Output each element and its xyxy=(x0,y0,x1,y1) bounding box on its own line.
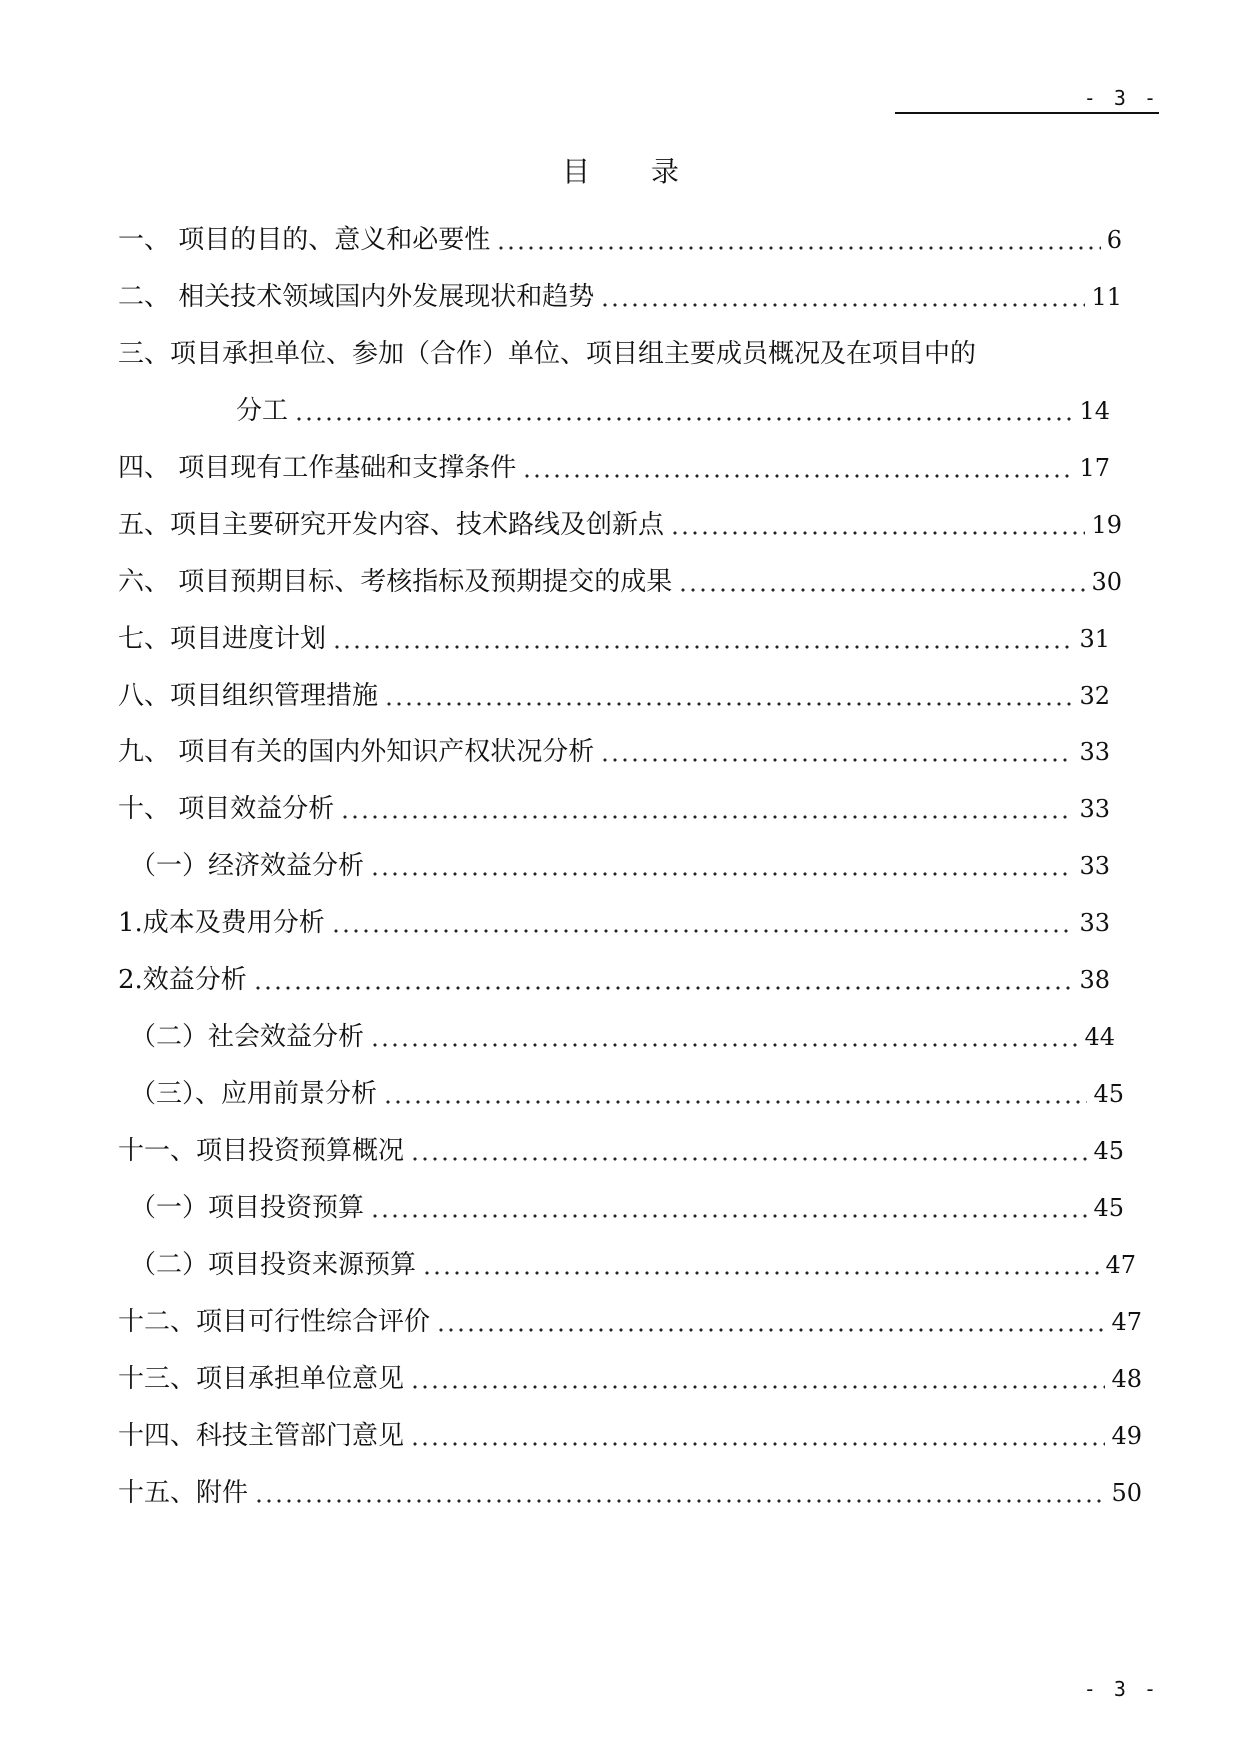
toc-entry[interactable] xyxy=(118,621,1110,657)
toc-entry-page: 33 xyxy=(1079,795,1110,823)
toc-entry-label: 2.效益分析 xyxy=(118,965,247,995)
toc-entry[interactable] xyxy=(118,791,1110,827)
toc-entry[interactable] xyxy=(118,222,1122,258)
toc-entry-label: （二）社会效益分析 xyxy=(130,1022,365,1052)
toc-entry[interactable] xyxy=(118,450,1110,486)
toc-leader-dots xyxy=(370,848,1073,884)
toc-leader-dots xyxy=(370,1190,1087,1226)
toc-entry-label: 分工 xyxy=(236,396,289,426)
toc-entry-label: 二、 相关技术领域国内外发展现状和趋势 xyxy=(118,282,595,312)
toc-entry[interactable] xyxy=(118,279,1122,315)
toc-entry[interactable] xyxy=(130,1019,1115,1055)
toc-entry-page: 45 xyxy=(1093,1080,1124,1108)
toc-leader-dots xyxy=(254,1475,1105,1511)
toc-entry[interactable] xyxy=(130,1076,1124,1112)
toc-entry-label: 十三、项目承担单位意见 xyxy=(118,1364,405,1394)
toc-entry-label: 七、项目进度计划 xyxy=(118,624,327,654)
toc-leader-dots xyxy=(496,222,1100,258)
toc-leader-dots xyxy=(384,678,1073,714)
toc-leader-dots xyxy=(370,1019,1078,1055)
toc-leader-dots xyxy=(600,734,1073,770)
toc-entry-label: （一）经济效益分析 xyxy=(130,851,365,881)
toc-entry-page: 11 xyxy=(1091,283,1122,311)
toc-leader-dots xyxy=(522,450,1073,486)
toc-leader-dots xyxy=(383,1076,1087,1112)
toc-entry-page: 33 xyxy=(1079,909,1110,937)
toc-entry-page: 49 xyxy=(1111,1422,1142,1450)
toc-leader-dots xyxy=(410,1418,1105,1454)
toc-entry-page: 6 xyxy=(1106,226,1122,254)
toc-entry-page: 19 xyxy=(1091,511,1122,539)
toc-entry-page: 14 xyxy=(1079,397,1110,425)
toc-entry-label: 十、 项目效益分析 xyxy=(118,794,335,824)
toc-leader-dots xyxy=(331,905,1074,941)
toc-entry-page: 30 xyxy=(1091,568,1122,596)
toc-leader-dots xyxy=(422,1247,1099,1283)
toc-leader-dots xyxy=(600,279,1085,315)
toc-leader-dots xyxy=(253,962,1074,998)
toc-entry-label: 八、项目组织管理措施 xyxy=(118,681,379,711)
toc-entry-label: 九、 项目有关的国内外知识产权状况分析 xyxy=(118,737,595,767)
toc-entry[interactable] xyxy=(118,678,1110,714)
toc-entry[interactable] xyxy=(118,1304,1142,1340)
toc-entry-label: 1.成本及费用分析 xyxy=(118,908,325,938)
toc-entry-page: 33 xyxy=(1079,852,1110,880)
toc-entry-label: （二）项目投资来源预算 xyxy=(130,1250,417,1280)
toc-entry-label: 一、 项目的目的、意义和必要性 xyxy=(118,225,491,255)
toc-entry-label: 十四、科技主管部门意见 xyxy=(118,1421,405,1451)
toc-entry[interactable] xyxy=(118,1361,1142,1397)
header-page-number: - 3 - xyxy=(1083,86,1159,110)
toc-entry[interactable] xyxy=(130,1247,1136,1283)
toc-entry-page: 45 xyxy=(1093,1194,1124,1222)
toc-entry[interactable] xyxy=(130,1190,1124,1226)
toc-entry[interactable] xyxy=(118,734,1110,770)
header-rule xyxy=(895,112,1159,114)
toc-leader-dots xyxy=(410,1133,1087,1169)
toc-entry-label: （三）、应用前景分析 xyxy=(130,1079,378,1109)
toc-leader-dots xyxy=(410,1361,1105,1397)
toc-entry[interactable] xyxy=(118,1475,1142,1511)
toc-entry-page: 47 xyxy=(1111,1308,1142,1336)
toc-entry-label: 十一、项目投资预算概况 xyxy=(118,1136,405,1166)
toc-entry[interactable] xyxy=(118,962,1110,998)
toc-entry-label: 四、 项目现有工作基础和支撑条件 xyxy=(118,453,517,483)
toc-entry[interactable] xyxy=(118,1418,1142,1454)
toc-entry-page: 48 xyxy=(1111,1365,1142,1393)
toc-title: 目 录 xyxy=(562,155,705,188)
toc-leader-dots xyxy=(436,1304,1105,1340)
toc-entry[interactable] xyxy=(118,1133,1124,1169)
toc-entry[interactable] xyxy=(118,564,1122,600)
toc-entry-label: 六、 项目预期目标、考核指标及预期提交的成果 xyxy=(118,567,673,597)
toc-entry-page: 38 xyxy=(1079,966,1110,994)
toc-leader-dots xyxy=(678,564,1085,600)
toc-entry-page: 47 xyxy=(1105,1251,1136,1279)
toc-leader-dots xyxy=(670,507,1085,543)
toc-leader-dots xyxy=(332,621,1073,657)
toc-entry-page: 32 xyxy=(1079,682,1110,710)
toc-entry[interactable] xyxy=(236,393,1110,429)
toc-entry-label: 三、项目承担单位、参加（合作）单位、项目组主要成员概况及在项目中的 xyxy=(118,339,977,369)
toc-entry[interactable] xyxy=(130,848,1110,884)
toc-entry-page: 33 xyxy=(1079,738,1110,766)
toc-entry-label: 五、项目主要研究开发内容、技术路线及创新点 xyxy=(118,510,665,540)
toc-entry-page: 31 xyxy=(1079,625,1110,653)
toc-entry-label: 十二、项目可行性综合评价 xyxy=(118,1307,431,1337)
toc-entry-page: 17 xyxy=(1079,454,1110,482)
toc-entry[interactable] xyxy=(118,507,1122,543)
toc-entry[interactable] xyxy=(118,336,1122,372)
toc-entry-label: 十五、附件 xyxy=(118,1478,249,1508)
footer-page-number: - 3 - xyxy=(1083,1677,1159,1701)
toc-entry[interactable] xyxy=(118,905,1110,941)
toc-entry-page: 45 xyxy=(1093,1137,1124,1165)
toc-leader-dots xyxy=(294,393,1073,429)
toc-entry-page: 44 xyxy=(1084,1023,1115,1051)
toc-entry-label: （一）项目投资预算 xyxy=(130,1193,365,1223)
toc-leader-dots xyxy=(340,791,1073,827)
toc-entry-page: 50 xyxy=(1111,1479,1142,1507)
